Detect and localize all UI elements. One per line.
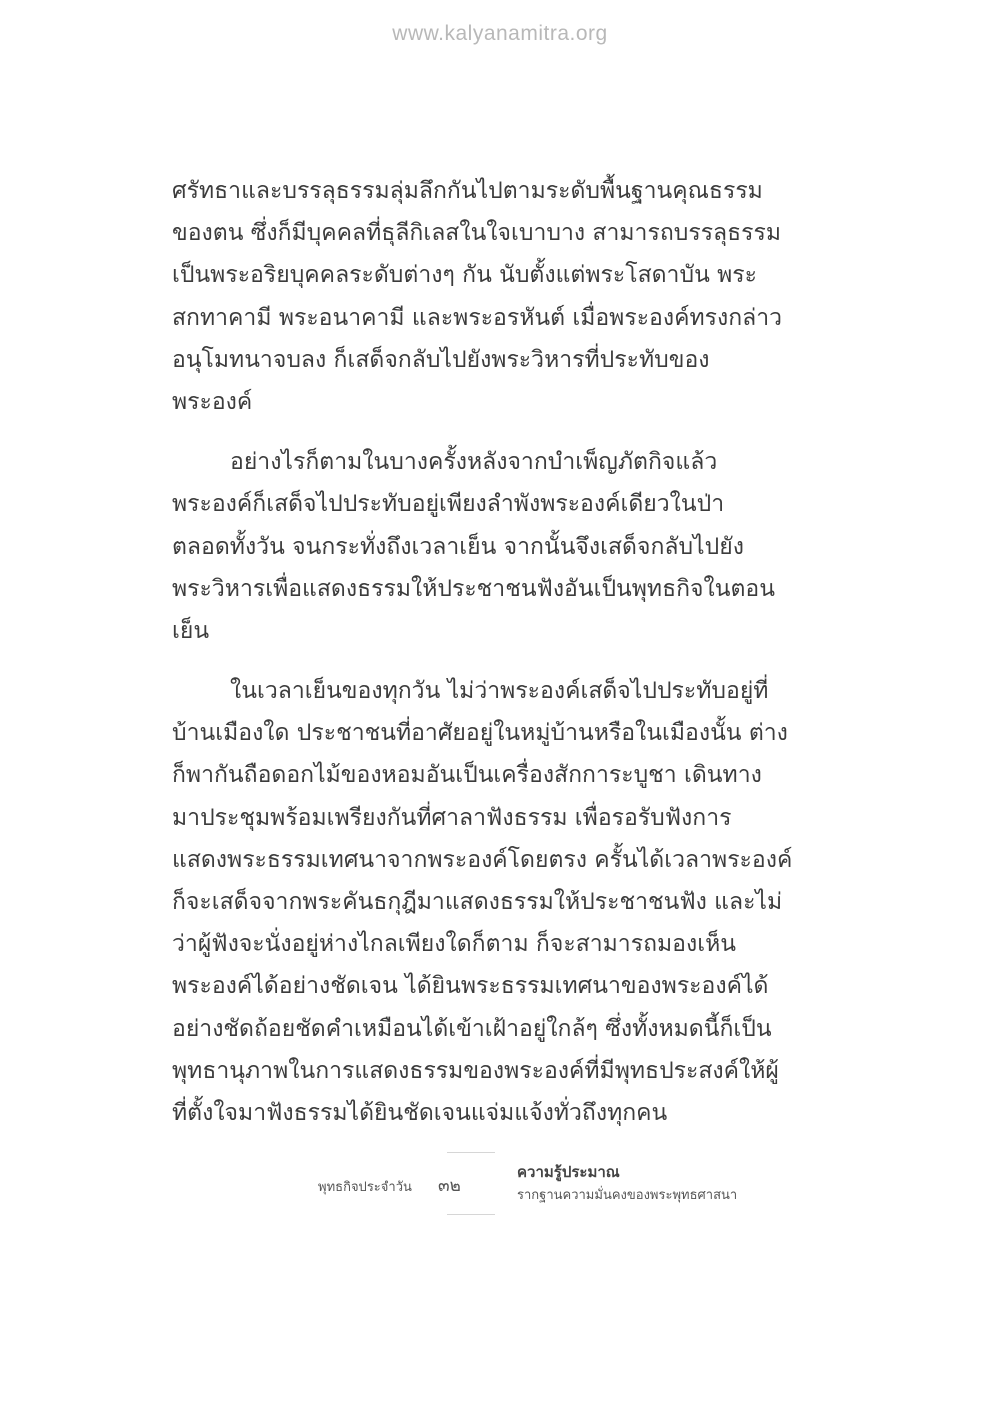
text-line: ศรัทธาและบรรลุธรรมลุ่มลึกกันไปตามระดับพื้นฐานคุณธรรม: [172, 178, 763, 204]
page-footer: [0, 1160, 1000, 1220]
page-number: ๓๒: [438, 1176, 461, 1196]
footer-divider: [447, 1214, 495, 1215]
text-line: เย็น: [172, 617, 210, 644]
text-line: พุทธานุภาพในการแสดงธรรมของพระองค์ที่มีพุทธประสงค์ให้ผู้: [172, 1057, 779, 1084]
footer-book-title: พุทธกิจประจำวัน: [318, 1180, 412, 1195]
text-line: ในเวลาเย็นของทุกวัน ไม่ว่าพระองค์เสด็จไปประทับอยู่ที่: [230, 678, 769, 705]
text-line: ของตน ซึ่งก็มีบุคคลที่ธุลีกิเลสในใจเบาบาง สามารถบรรลุธรรม: [172, 220, 782, 247]
paragraph-2: [172, 441, 784, 652]
footer-series-subtitle: รากฐานความมั่นคงของพระพุทธศาสนา: [517, 1188, 738, 1203]
text-line: เป็นพระอริยบุคคลระดับต่างๆ กัน นับตั้งแต่พระโสดาบัน พระ: [172, 262, 757, 289]
text-line: ตลอดทั้งวัน จนกระทั่งถึงเวลาเย็น จากนั้นจึงเสด็จกลับไปยัง: [172, 533, 744, 560]
text-line: ว่าผู้ฟังจะนั่งอยู่ห่างไกลเพียงใดก็ตาม ก็จะสามารถมองเห็น: [172, 931, 736, 958]
paragraph-3: [172, 670, 793, 1134]
text-line: ที่ตั้งใจมาฟังธรรมได้ยินชัดเจนแจ่มแจ้งทั่วถึงทุกคน: [172, 1099, 668, 1126]
text-line: อนุโมทนาจบลง ก็เสด็จกลับไปยังพระวิหารที่ประทับของ: [172, 346, 710, 373]
text-line: พระวิหารเพื่อแสดงธรรมให้ประชาชนฟังอันเป็นพุทธกิจในตอน: [172, 575, 775, 602]
footer-series-title: ความรู้ประมาณ: [517, 1163, 620, 1181]
text-line: อย่างไรก็ตามในบางครั้งหลังจากบำเพ็ญภัตกิจแล้ว: [230, 449, 718, 476]
watermark-url: www.kalyanamitra.org: [392, 22, 608, 45]
text-line: สกทาคามี พระอนาคามี และพระอรหันต์ เมื่อพระองค์ทรงกล่าว: [172, 304, 783, 331]
text-line: อย่างชัดถ้อยชัดคำเหมือนได้เข้าเฝ้าอยู่ใกล้ๆ ซึ่งทั้งหมดนี้ก็เป็น: [172, 1015, 772, 1042]
text-line: พระองค์: [172, 388, 253, 415]
body-text: [172, 170, 793, 1134]
paragraph-1: [172, 170, 784, 423]
footer-divider: [447, 1152, 495, 1153]
text-line: บ้านเมืองใด ประชาชนที่อาศัยอยู่ในหมู่บ้านหรือในเมืองนั้น ต่าง: [172, 720, 788, 747]
text-line: ก็พากันถือดอกไม้ของหอมอันเป็นเครื่องสักการะบูชา เดินทาง: [172, 762, 762, 789]
text-line: ก็จะเสด็จจากพระคันธกุฎีมาแสดงธรรมให้ประชาชนฟัง และไม่: [172, 889, 783, 915]
text-line: มาประชุมพร้อมเพรียงกันที่ศาลาฟังธรรม เพื่อรอรับฟังการ: [172, 804, 732, 831]
text-line: พระองค์ก็เสด็จไปประทับอยู่เพียงลำพังพระองค์เดียวในป่า: [172, 491, 725, 518]
text-line: พระองค์ได้อย่างชัดเจน ได้ยินพระธรรมเทศนาของพระองค์ได้: [172, 973, 769, 1000]
text-line: แสดงพระธรรมเทศนาจากพระองค์โดยตรง ครั้นได้เวลาพระองค์: [172, 846, 793, 873]
